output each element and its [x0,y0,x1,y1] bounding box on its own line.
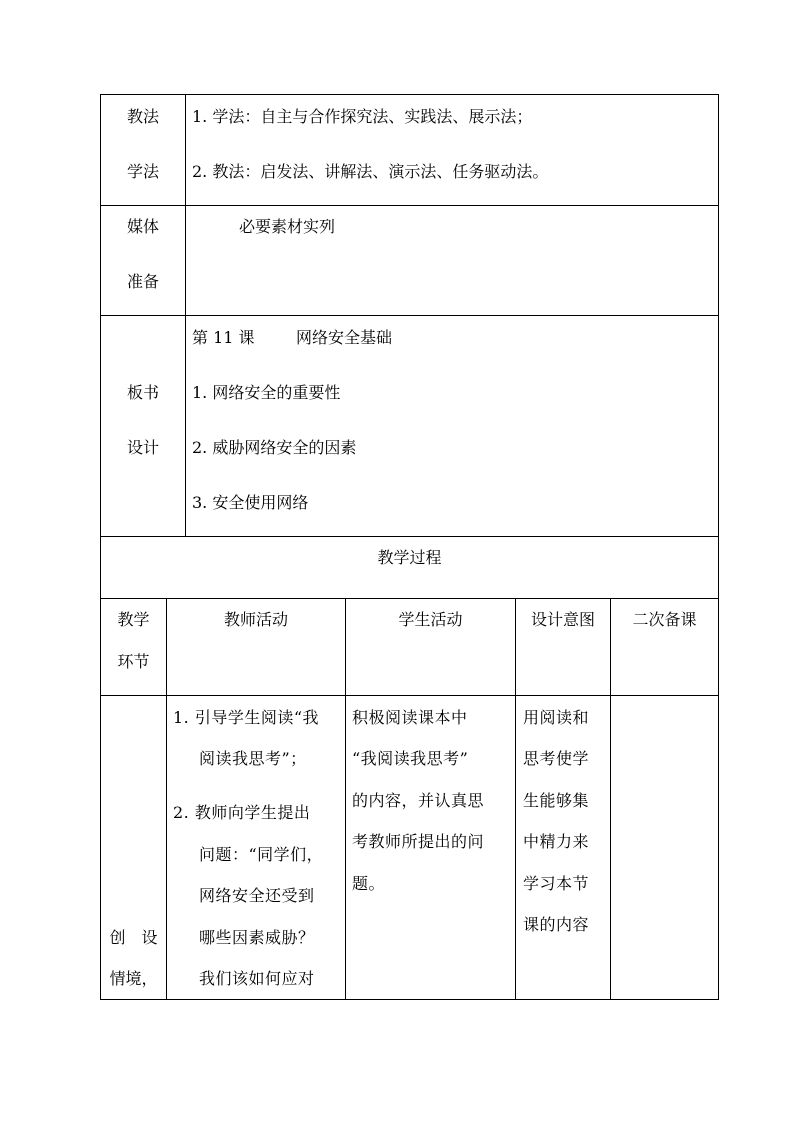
col-header-intent: 设计意图 [530,610,595,629]
teacher-line: 问题：“同学们， [199,845,324,864]
method-item-1: 1. 学法：自主与合作探究法、实践法、展示法； [192,107,533,126]
board-title: 网络安全基础 [296,328,393,347]
media-label-2: 准备 [126,272,159,291]
intent-line: 用阅读和 [523,708,590,727]
row-border [100,536,719,537]
col-header-stage-2: 环节 [117,652,150,671]
col-header-second-prep: 二次备课 [632,610,697,629]
row-border [100,598,719,599]
media-content: 必要素材实列 [239,217,336,236]
teacher-line: 2. 教师向学生提出 [173,803,311,822]
stage-label-1: 创 设 [109,928,158,947]
teacher-line: 网络安全还受到 [199,886,315,905]
col-border [610,598,611,1000]
media-label-1: 媒体 [126,217,159,236]
student-line: 题。 [352,874,386,893]
intent-line: 中精力来 [523,832,590,851]
method-item-2: 2. 教法：启发法、讲解法、演示法、任务驱动法。 [192,162,549,181]
teacher-line: 哪些因素威胁？ [199,928,315,947]
stage-label-2: 情境， [109,969,158,988]
row-border [100,94,719,95]
teacher-line: 阅读我思考”； [199,749,307,768]
board-label-1: 板书 [126,383,159,402]
col-border [345,598,346,1000]
row-border [100,315,719,316]
intent-line: 生能够集 [523,791,590,810]
col-border [166,598,167,1000]
col-header-teacher: 教师活动 [223,610,288,629]
col-border [718,94,719,1000]
intent-line: 课的内容 [523,915,590,934]
method-label-1: 教法 [126,107,159,126]
board-point-3: 3. 安全使用网络 [192,493,309,512]
intent-line: 学习本节 [523,874,590,893]
row-border [100,205,719,206]
student-line: 的内容，并认真思 [352,791,485,810]
student-line: 积极阅读课本中 [352,708,468,727]
board-point-2: 2. 威胁网络安全的因素 [192,438,357,457]
method-label-2: 学法 [126,162,159,181]
student-line: 考教师所提出的问 [352,832,485,851]
row-border [100,999,719,1000]
intent-line: 思考使学 [523,749,590,768]
board-label-2: 设计 [126,438,159,457]
row-border [100,695,719,696]
col-header-stage-1: 教学 [117,610,150,629]
process-heading: 教学过程 [377,548,442,567]
teacher-line: 1. 引导学生阅读“我 [173,708,320,727]
board-point-1: 1. 网络安全的重要性 [192,383,341,402]
student-line: “我阅读我思考” [352,749,469,768]
col-header-student: 学生活动 [398,610,463,629]
col-border [515,598,516,1000]
board-lesson: 第 11 课 [192,328,255,347]
col-border [185,94,186,536]
teacher-line: 我们该如何应对 [199,969,315,988]
